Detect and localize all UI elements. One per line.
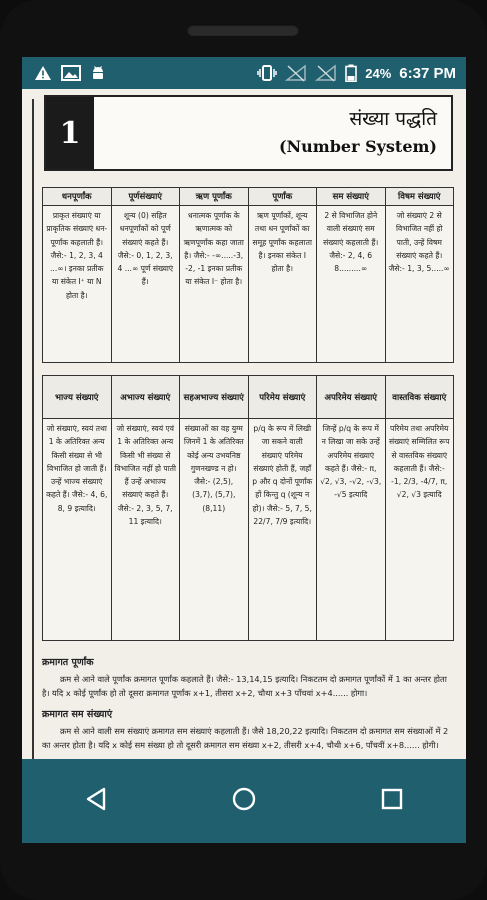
table-cell: शून्य (0) सहित धनपूर्णांकों को पूर्ण संख्याएं कहते हैं। जैसे:- 0, 1, 2, 3, 4 ...∞ पूर्ण संख्याएं हैं। bbox=[111, 206, 180, 363]
table-header-cell: अभाज्य संख्याएं bbox=[111, 376, 180, 419]
table-cell: संख्याओं का वह युग्म जिनमें 1 के अतिरिक्त कोई अन्य उभयनिष्ठ गुणनखण्ड न हो। जैसे:- (2,5), (3,7), (5,7), (8,11) bbox=[180, 419, 249, 641]
notes-section bbox=[42, 649, 454, 753]
table-header-cell: भाज्य संख्याएं bbox=[43, 376, 112, 419]
signal-off-icon bbox=[285, 64, 307, 82]
table-header-cell: परिमेय संख्याएं bbox=[248, 376, 317, 419]
document-page[interactable] bbox=[22, 89, 466, 759]
android-icon bbox=[90, 65, 106, 81]
back-icon bbox=[85, 787, 107, 815]
home-icon bbox=[232, 787, 256, 815]
table-header-cell: वास्तविक संख्याएं bbox=[385, 376, 454, 419]
vibrate-icon bbox=[257, 65, 277, 81]
battery-percent: 24% bbox=[365, 65, 392, 81]
table-cell: ऋण पूर्णांकों, शून्य तथा धन पूर्णांकों का समूह पूर्णांक कहलाता है। इनका संकेत I होता है। bbox=[248, 206, 317, 363]
number-types-table-1 bbox=[42, 187, 454, 363]
status-bar bbox=[22, 57, 466, 89]
chapter-title-hindi: संख्या पद्धति bbox=[349, 108, 437, 130]
table-cell: जो संख्याएं, स्वयं तथा 1 के अतिरिक्त अन्य किसी संख्या से भी विभाजित हो जाती हैं। उन्हें भाज्य संख्याएं कहते हैं। जैसे:- 4, 6, 8, 9 इत्यादि। bbox=[43, 419, 112, 641]
signal-off-icon bbox=[315, 64, 337, 82]
earpiece-speaker bbox=[187, 24, 299, 36]
chapter-title-english: (Number System) bbox=[278, 137, 437, 156]
table-header-cell: विषम संख्याएं bbox=[385, 188, 454, 206]
navigation-bar bbox=[22, 759, 466, 843]
recents-icon bbox=[381, 788, 403, 814]
page-margin-rule bbox=[32, 99, 34, 759]
table-cell: प्राकृत संख्याएं या प्राकृतिक संख्याएं धन-पूर्णांक कहलाती हैं। जैसे:- 1, 2, 3, 4 ...∞। इनका प्रतीक या संकेत I⁺ या N होता है। bbox=[43, 206, 112, 363]
warning-icon bbox=[34, 65, 52, 81]
number-types-table-2 bbox=[42, 375, 454, 641]
table-header-cell: सहअभाज्य संख्याएं bbox=[180, 376, 249, 419]
status-clock: 6:37 PM bbox=[399, 64, 456, 82]
table-cell: परिमेय तथा अपरिमेय संख्याएं सम्मिलित रूप से वास्तविक संख्याएं कहलाती हैं। जैसे:- -1, 2/3, -4/7, π, √2, √3 इत्यादि bbox=[385, 419, 454, 641]
gallery-icon bbox=[61, 65, 81, 81]
table-header-cell: पूर्णांक bbox=[248, 188, 317, 206]
table-cell: धनात्मक पूर्णांक के ऋणात्मक को ऋणपूर्णांक कहा जाता है। जैसे:- -∞.....-3, -2, -1 इनका प्रतीक या संकेत I⁻ होता है। bbox=[180, 206, 249, 363]
table-header-cell: अपरिमेय संख्याएं bbox=[317, 376, 386, 419]
table-header-row bbox=[43, 188, 454, 206]
chapter-number: 1 bbox=[46, 97, 94, 169]
chapter-header bbox=[44, 95, 453, 171]
section-heading: क्रमागत सम संख्याएं bbox=[42, 709, 113, 721]
table-header-cell: धनपूर्णांक bbox=[43, 188, 112, 206]
back-button[interactable] bbox=[66, 771, 126, 831]
table-row bbox=[43, 206, 454, 363]
table-header-cell: ऋण पूर्णांक bbox=[180, 188, 249, 206]
table-cell: 2 से विभाजित होने वाली संख्याएं सम संख्याएं कहलाती हैं। जैसे:- 2, 4, 6 8.........∞ bbox=[317, 206, 386, 363]
table-header-cell: सम संख्याएं bbox=[317, 188, 386, 206]
table-cell: जो संख्याएं, स्वयं एवं 1 के अतिरिक्त अन्य किसी भी संख्या से विभाजित नहीं हो पाती हैं उन्हें अभाज्य संख्याएं कहते हैं। जैसे:- 2, 3, 5, 7, 11 इत्यादि। bbox=[111, 419, 180, 641]
table-header-row bbox=[43, 376, 454, 419]
section-paragraph: क्रम से आने वाली सम संख्याएं क्रमागत सम संख्याएं कहलाती हैं। जैसे 18,20,22 इत्यादि। निकटतम दो क्रमागत सम संख्याओं में 2 का अन्तर होता है। यदि x कोई सम संख्या हो तो दूसरी क्रमागत सम संख्या x+2, तीसरी x+4, चौथी x+6, पाँचवीं x+8...... होगी। bbox=[42, 726, 449, 751]
section-paragraph: क्रम से आने वाले पूर्णांक क्रमागत पूर्णांक कहलाते हैं। जैसे:- 13,14,15 इत्यादि। निकटतम दो क्रमागत पूर्णांकों में 1 का अन्तर होता है। यदि x कोई पूर्णांक हो तो दूसरा क्रमागत पूर्णांक x+1, तीसरा x+2, चौथा x+3 पाँचवां x+4...... होगा। bbox=[42, 674, 447, 699]
table-cell: जिन्हें p/q के रूप में न लिखा जा सके उन्हें अपरिमेय संख्याएं कहते हैं। जैसे:- π, √2, √3, -√2, -√3, -√5 इत्यादि bbox=[317, 419, 386, 641]
recents-button[interactable] bbox=[362, 771, 422, 831]
table-cell: जो संख्याएं 2 से विभाजित नहीं हो पाती, उन्हें विषम संख्याएं कहते हैं। जैसे:- 1, 3, 5.....∞ bbox=[385, 206, 454, 363]
home-button[interactable] bbox=[214, 771, 274, 831]
screen bbox=[22, 57, 466, 843]
table-header-cell: पूर्णसंख्याएं bbox=[111, 188, 180, 206]
section-heading: क्रमागत पूर्णांक bbox=[42, 657, 94, 668]
battery-icon bbox=[345, 64, 357, 82]
table-row bbox=[43, 419, 454, 641]
table-cell: p/q के रूप में लिखी जा सकने वाली संख्याएं परिमेय संख्याएं होती हैं, जहाँ p और q दोनों पूर्णांक हों किन्तु q (शून्य न हो)। जैसे:- 5, 7, 5, 22/7, 7/9 इत्यादि। bbox=[248, 419, 317, 641]
